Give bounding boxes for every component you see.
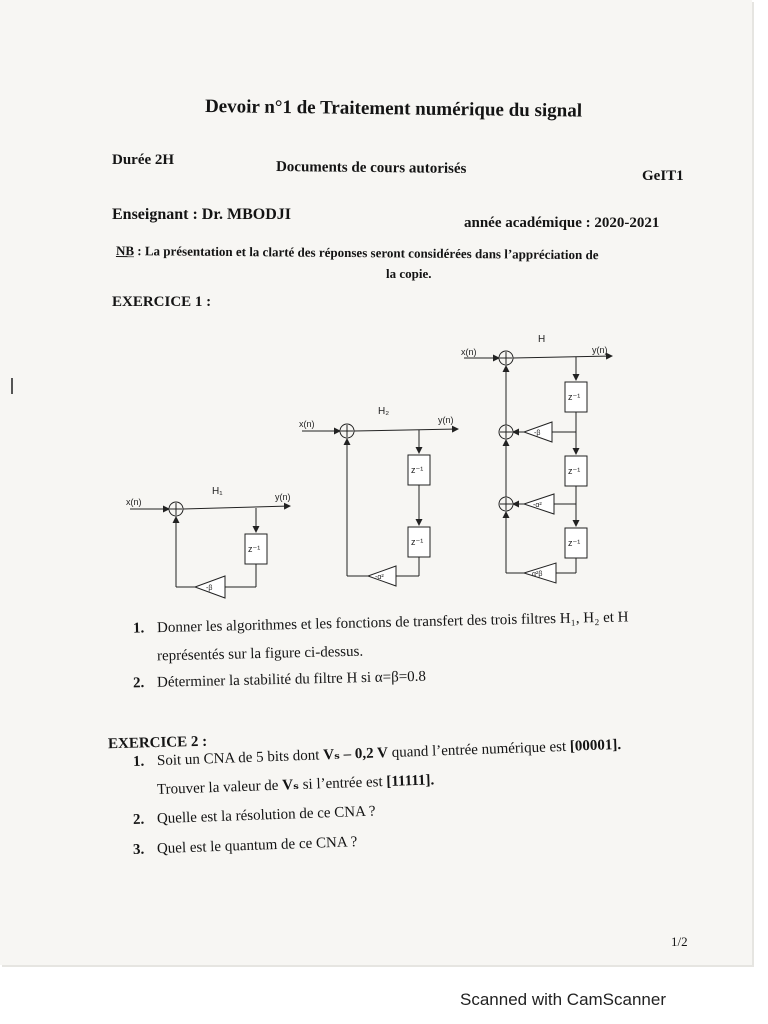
exercise-2-heading: EXERCICE 2 :: [107, 733, 208, 753]
question-text: Trouver la valeur de: [156, 777, 283, 798]
nb-label: NB: [115, 243, 135, 259]
question-text-mid: quand l’entrée numérique est: [387, 738, 571, 762]
question-text: Déterminer la stabilité du filtre H si α=β=0.8: [156, 668, 427, 691]
question-number: 2.: [132, 811, 145, 828]
filter-h1-diagram: [126, 486, 291, 598]
binary-input-code: [00001].: [569, 736, 622, 755]
nb-line-2: la copie.: [386, 266, 432, 281]
teacher-label: Enseignant : Dr. MBODJI: [112, 206, 291, 223]
documents-allowed-label: Documents de cours autorisés: [275, 159, 467, 177]
question-text: Quelle est la résolution de ce CNA ?: [156, 803, 376, 828]
h2-delay-label-2: z⁻¹: [411, 537, 424, 547]
question-text: Donner les algorithmes et les fonctions de transfert des trois filtres H₁, H₂ et H: [156, 609, 629, 637]
page-title: Devoir n°1 de Traitement numérique du signal: [204, 96, 583, 122]
question-number: 2.: [132, 675, 145, 692]
exercise-2-question-2: [133, 804, 376, 829]
exercise-2-question-1-continuation: [157, 770, 435, 799]
h2-title: H₂: [378, 406, 390, 417]
h2-delay-label-1: z⁻¹: [411, 465, 424, 475]
page-number: 1/2: [671, 934, 688, 949]
vs-symbol: Vₛ: [281, 777, 300, 794]
nb-line-1: : La présentation et la clarté des réponses seront considérées dans l’appréciation de: [134, 243, 599, 263]
nb-note: [116, 243, 599, 263]
question-number: 1.: [132, 753, 145, 770]
academic-year-label: année académique : 2020-2021: [464, 215, 660, 231]
h-gain-label-3: α²β: [532, 571, 543, 578]
h1-title: H₁: [212, 486, 223, 497]
h2-gain-label: -α²: [375, 574, 384, 581]
question-number: 1.: [132, 620, 145, 637]
h-output-label: y(n): [592, 345, 608, 355]
h-gain-label-2: -α²: [533, 502, 542, 509]
exercise-1-heading: EXERCICE 1 :: [112, 294, 212, 310]
filter-h2-diagram: [299, 406, 458, 586]
h-title: H: [538, 334, 546, 345]
filter-h-diagram: [461, 334, 612, 583]
h-delay-label-3: z⁻¹: [568, 538, 581, 548]
camscanner-watermark: Scanned with CamScanner: [460, 990, 667, 1009]
h-input-label: x(n): [461, 347, 477, 357]
class-label: GeIT1: [642, 168, 684, 184]
h1-delay-label: z⁻¹: [248, 544, 261, 554]
h2-input-label: x(n): [299, 419, 315, 429]
exercise-2-question-3: [133, 834, 358, 859]
h1-output-label: y(n): [275, 492, 291, 502]
question-number: 3.: [132, 841, 145, 858]
exercise-1-question-1-continuation: représentés sur la figure ci-dessus.: [156, 643, 364, 665]
duration-label: Durée 2H: [112, 152, 175, 168]
question-text: Soit un CNA de 5 bits dont: [156, 747, 324, 770]
question-text-mid: si l’entrée est: [298, 773, 387, 794]
vs-value: Vₛ – 0,2 V: [322, 745, 389, 764]
question-text: Quel est le quantum de ce CNA ?: [156, 834, 358, 858]
h1-input-label: x(n): [126, 497, 142, 507]
binary-input-code: [11111].: [386, 772, 435, 790]
h1-gain-label: -β: [206, 585, 213, 592]
filter-block-diagrams: [0, 320, 752, 620]
h-delay-label-2: z⁻¹: [568, 466, 581, 476]
exercise-1-question-2: [133, 669, 426, 693]
h-delay-label-1: z⁻¹: [568, 392, 581, 402]
h-gain-label-1: -β: [534, 430, 541, 437]
h2-output-label: y(n): [438, 415, 454, 425]
